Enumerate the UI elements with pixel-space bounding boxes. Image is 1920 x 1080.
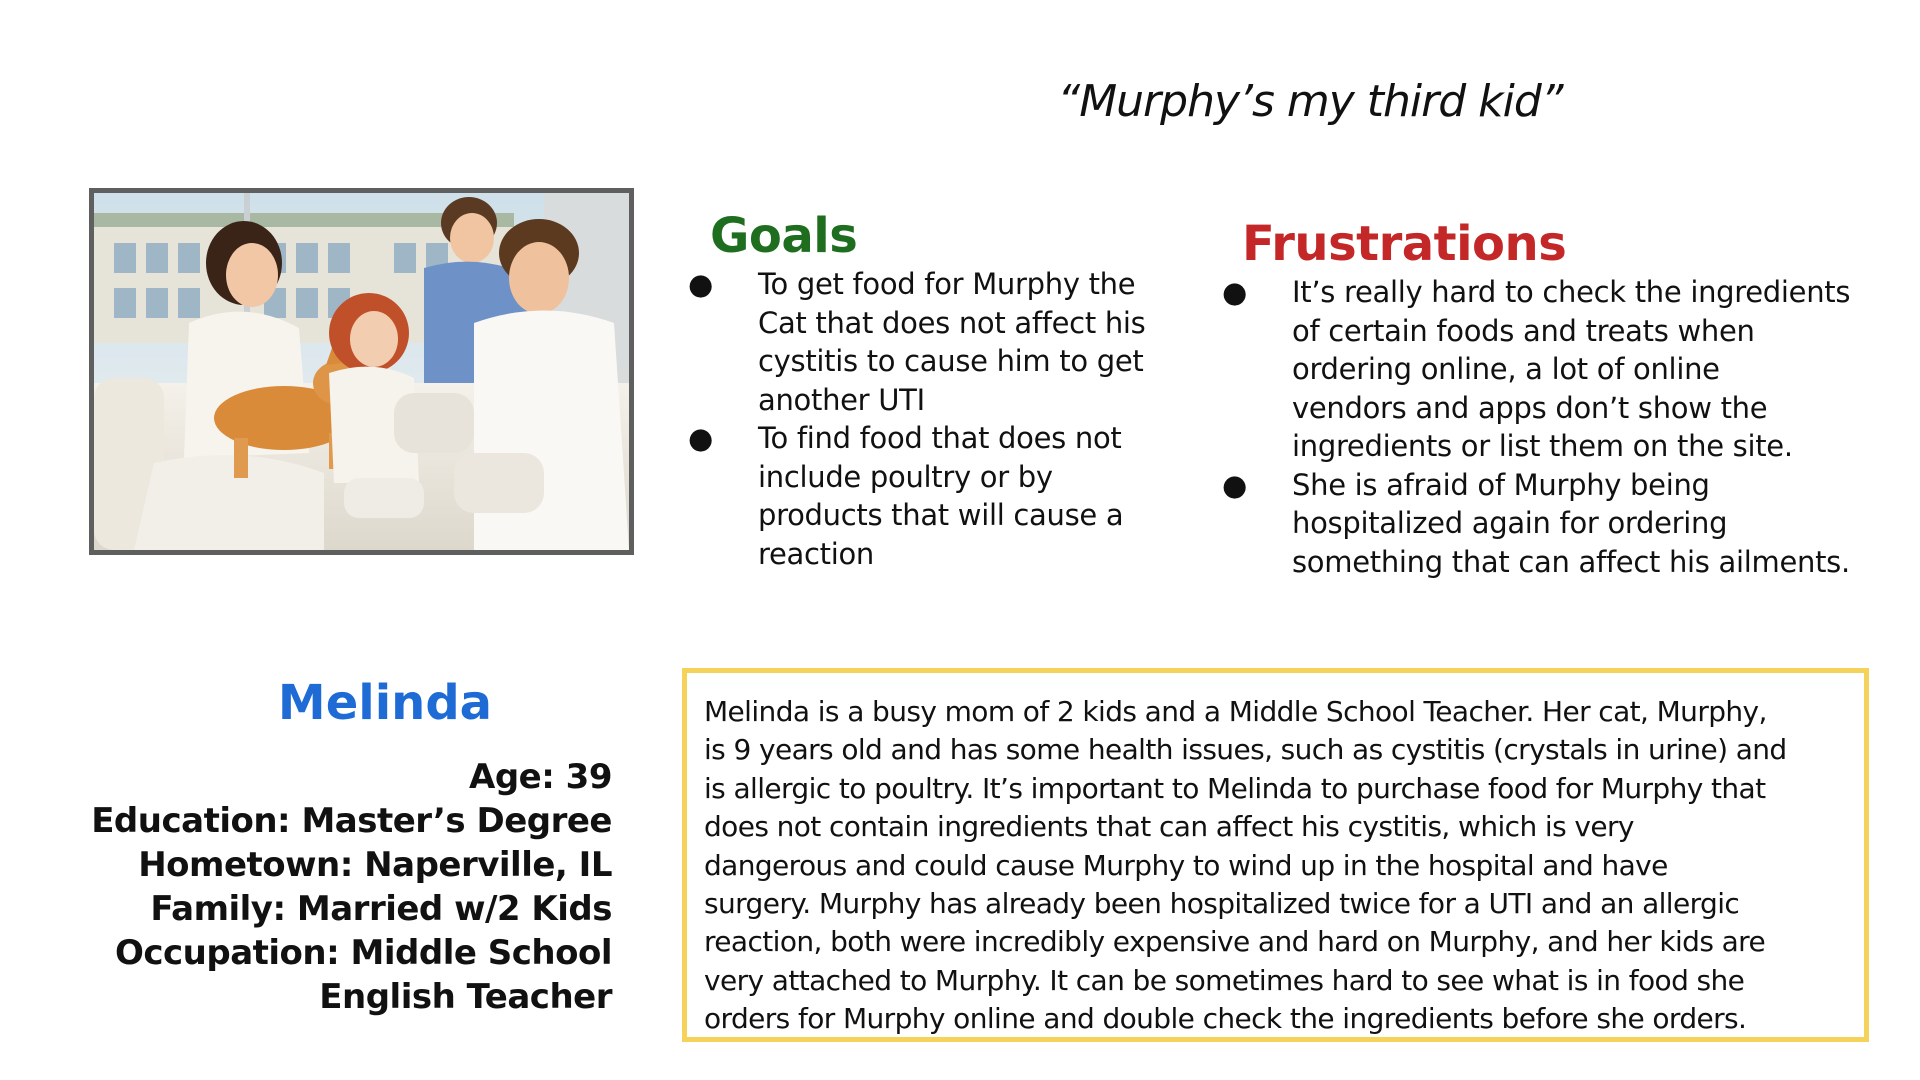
bio-box <box>682 668 1869 1042</box>
frustration-line: ingredients or list them on the site. <box>1292 429 1793 463</box>
persona-age: Age: 39 <box>469 757 612 797</box>
bio-line: surgery. Murphy has already been hospitalized twice for a UTI and an allergic <box>704 887 1740 921</box>
frustration-line: of certain foods and treats when <box>1292 313 1755 348</box>
bio-line: is 9 years old and has some health issues, such as cystitis (crystals in urine) and <box>704 733 1787 767</box>
family-with-cat-image <box>94 193 629 550</box>
bullet-icon: ● <box>1222 467 1248 502</box>
bio-line: Melinda is a busy mom of 2 kids and a Middle School Teacher. Her cat, Murphy, <box>704 695 1767 728</box>
goal-line: another UTI <box>758 382 925 417</box>
persona-occupation-cont: English Teacher <box>319 977 612 1017</box>
goal-item <box>688 419 1168 573</box>
frustrations-list <box>1222 273 1872 581</box>
goal-line: To find food that does not <box>758 421 1122 455</box>
frustration-line: hospitalized again for ordering <box>1292 506 1728 540</box>
bullet-icon: ● <box>1222 275 1248 309</box>
goal-line: To get food for Murphy the <box>758 267 1136 301</box>
persona-occupation: Occupation: Middle School <box>114 933 612 973</box>
family-photo <box>89 188 634 555</box>
bio-text <box>704 693 1854 1039</box>
bullet-icon: ● <box>688 421 714 455</box>
persona-education: Education: Master’s Degree <box>91 801 612 841</box>
bullet-icon: ● <box>688 267 714 301</box>
bio-line: orders for Murphy online and double check the ingredients before she orders. <box>704 1002 1747 1036</box>
goal-line: cystitis to cause him to get <box>758 344 1144 378</box>
frustration-line: something that can affect his ailments. <box>1292 544 1850 579</box>
goal-line: reaction <box>758 536 874 571</box>
persona-hometown: Hometown: Naperville, IL <box>138 845 612 885</box>
frustration-line: ordering online, a lot of online <box>1292 352 1720 386</box>
frustration-line: She is afraid of Murphy being <box>1292 467 1710 502</box>
goals-list <box>688 265 1168 573</box>
bio-line: very attached to Murphy. It can be sometimes hard to see what is in food she <box>704 963 1745 997</box>
frustration-item <box>1222 466 1872 582</box>
frustration-line: It’s really hard to check the ingredients <box>1292 275 1851 309</box>
bio-line: dangerous and could cause Murphy to wind up in the hospital and have <box>704 848 1668 882</box>
persona-details <box>80 755 612 1019</box>
frustration-item <box>1222 273 1872 466</box>
persona-family: Family: Married w/2 Kids <box>150 889 612 929</box>
bio-line: does not contain ingredients that can affect his cystitis, which is very <box>704 810 1634 844</box>
goal-line: include poultry or by <box>758 459 1053 494</box>
goal-line: products that will cause a <box>758 498 1124 532</box>
persona-quote: “Murphy’s my third kid” <box>1057 76 1563 127</box>
bio-line: reaction, both were incredibly expensive and hard on Murphy, and her kids are <box>704 925 1766 959</box>
goal-line: Cat that does not affect his <box>758 305 1146 340</box>
bio-line: is allergic to poultry. It’s important to Melinda to purchase food for Murphy that <box>704 771 1766 805</box>
persona-name: Melinda <box>277 675 493 731</box>
frustration-line: vendors and apps don’t show the <box>1292 390 1768 425</box>
frustrations-heading: Frustrations <box>1242 216 1567 272</box>
goal-item <box>688 265 1168 419</box>
goals-heading: Goals <box>710 208 858 264</box>
